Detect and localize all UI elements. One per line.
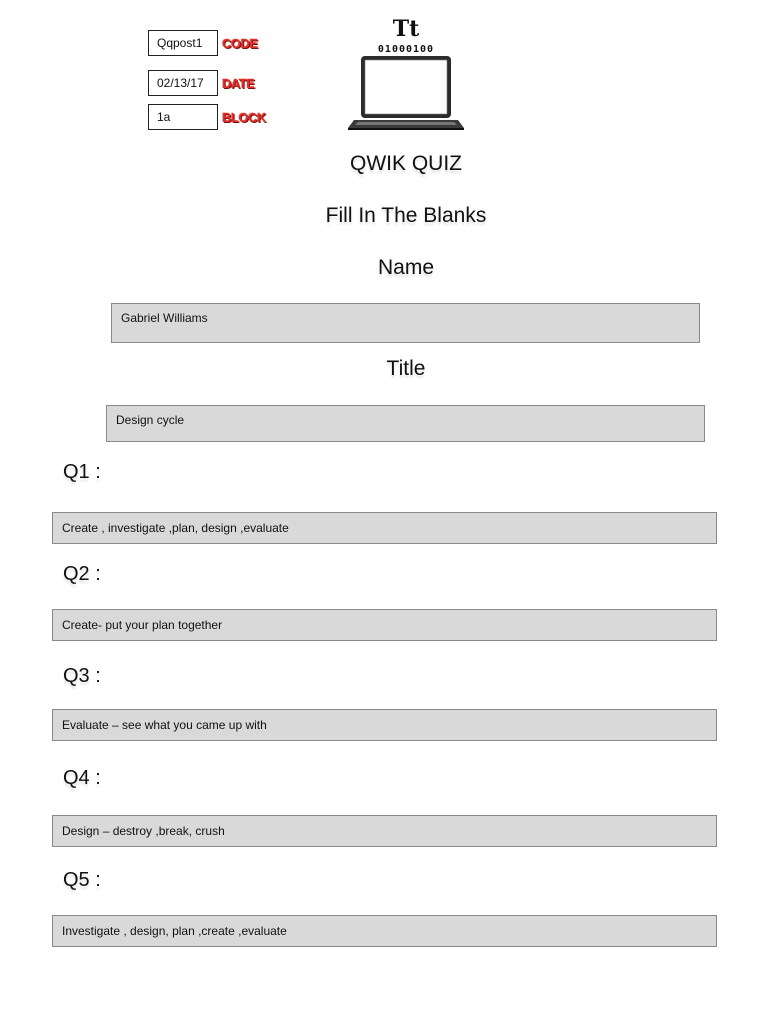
question-label-3: Q3 : bbox=[63, 665, 101, 687]
date-label: DATE bbox=[222, 76, 255, 91]
code-field[interactable]: Qqpost1 bbox=[148, 30, 218, 56]
answer-input-4[interactable]: Design – destroy ,break, crush bbox=[52, 815, 717, 847]
question-label-4: Q4 : bbox=[63, 767, 101, 789]
logo-letters: Tt bbox=[392, 16, 420, 42]
question-label-2: Q2 : bbox=[63, 563, 101, 585]
logo-binary: 01000100 bbox=[377, 44, 435, 55]
block-label: BLOCK bbox=[222, 110, 266, 125]
title-input[interactable]: Design cycle bbox=[106, 405, 705, 442]
answer-input-2[interactable]: Create- put your plan together bbox=[52, 609, 717, 641]
quiz-title: QWIK QUIZ bbox=[350, 152, 462, 175]
answer-input-5[interactable]: Investigate , design, plan ,create ,evaluate bbox=[52, 915, 717, 947]
quiz-subtitle: Fill In The Blanks bbox=[325, 204, 487, 227]
laptop-logo-icon bbox=[344, 16, 468, 134]
title-heading: Title bbox=[386, 357, 426, 380]
answer-input-3[interactable]: Evaluate – see what you came up with bbox=[52, 709, 717, 741]
name-input[interactable]: Gabriel Williams bbox=[111, 303, 700, 343]
block-field[interactable]: 1a bbox=[148, 104, 218, 130]
question-label-1: Q1 : bbox=[63, 461, 101, 483]
question-label-5: Q5 : bbox=[63, 869, 101, 891]
date-field[interactable]: 02/13/17 bbox=[148, 70, 218, 96]
code-label: CODE bbox=[222, 36, 258, 51]
answer-input-1[interactable]: Create , investigate ,plan, design ,evaluate bbox=[52, 512, 717, 544]
name-heading: Name bbox=[377, 256, 435, 279]
